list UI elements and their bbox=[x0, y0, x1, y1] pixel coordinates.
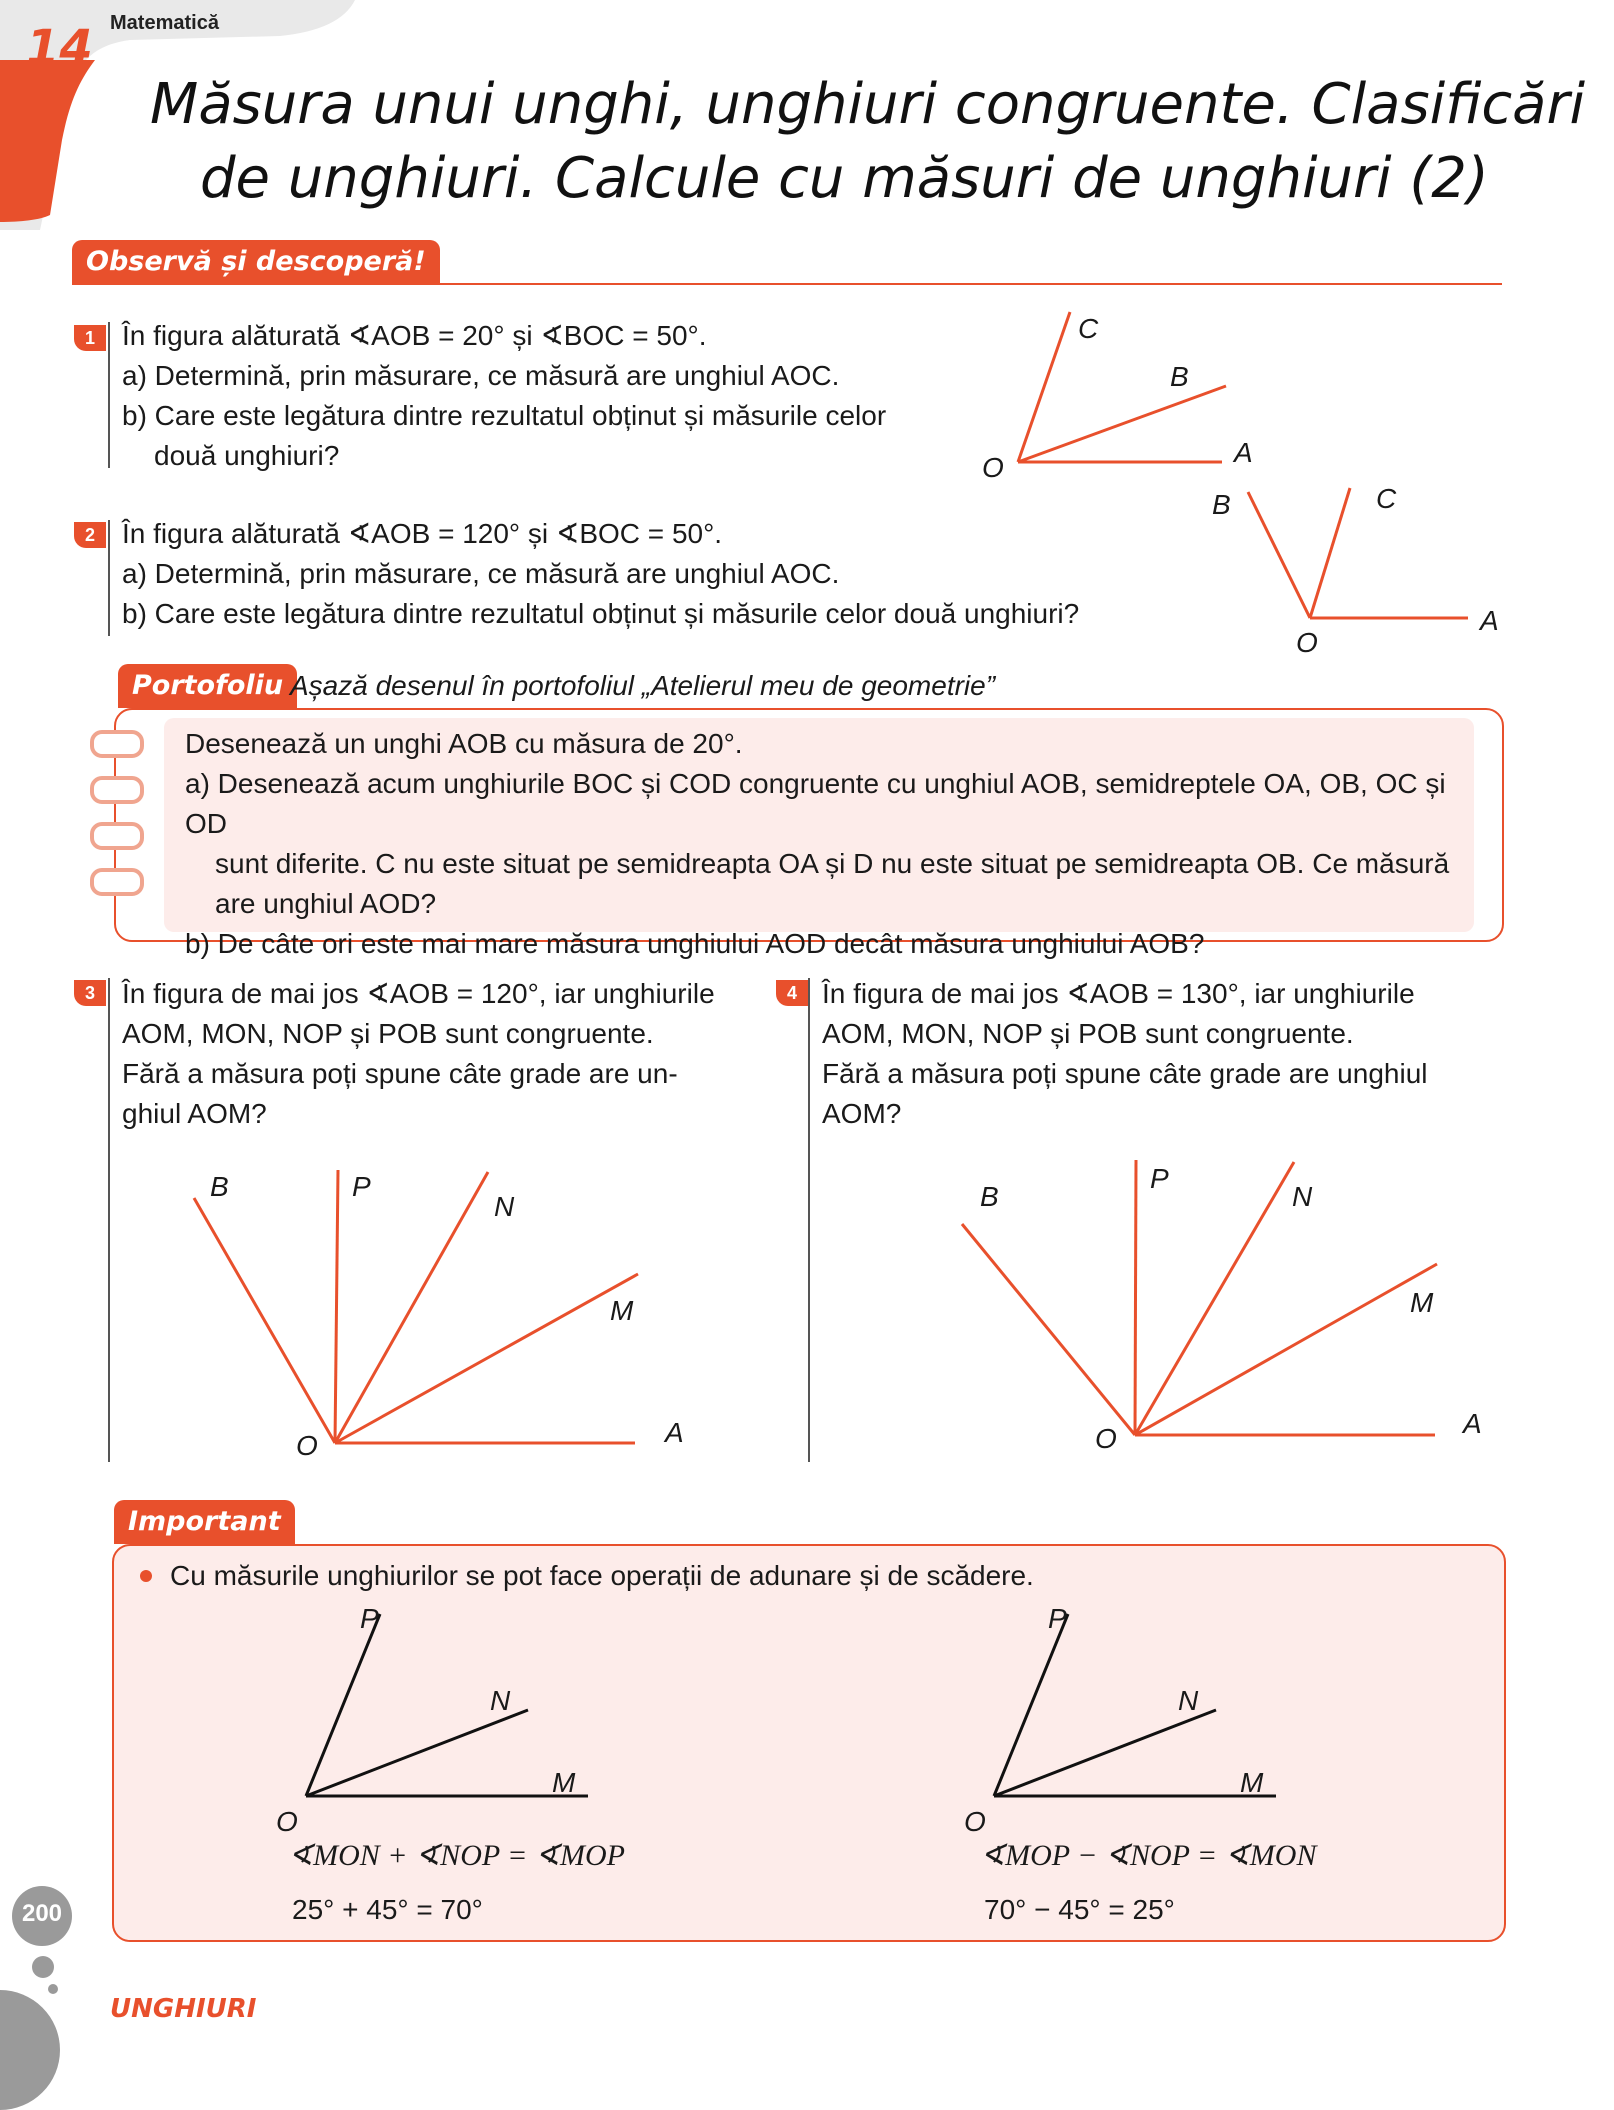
imp-right-formula: ∢MOP − ∢NOP = ∢MON bbox=[980, 1839, 1317, 1872]
exercise-1-text bbox=[122, 316, 972, 476]
ex3-line2: AOM, MON, NOP și POB sunt congruente. bbox=[122, 1018, 654, 1049]
exercise-3-text bbox=[122, 974, 722, 1134]
ex1-label-o: O bbox=[982, 452, 1004, 483]
page-title-line1: Măsura unui unghi, unghiuri congruente. Clasificări bbox=[150, 72, 1586, 137]
binder-ring-icon bbox=[90, 868, 144, 896]
ex2-statement: În figura alăturată ∢AOB = 120° și ∢BOC = 50°. bbox=[122, 518, 723, 549]
imp-left-formula: ∢MON + ∢NOP = ∢MOP bbox=[288, 1839, 626, 1872]
ex2-label-o: O bbox=[1296, 627, 1318, 658]
important-left-figure bbox=[270, 1600, 610, 1820]
exercise-3-bar bbox=[108, 978, 110, 1462]
ex4-line4: AOM? bbox=[822, 1098, 902, 1129]
exercise-2-bar bbox=[108, 520, 110, 636]
ex4-label-p: P bbox=[1150, 1163, 1169, 1194]
important-bullet-text: Cu măsurile unghiurilor se pot face operații de adunare și de scădere. bbox=[170, 1560, 1034, 1591]
page-title-line2: de unghiuri. Calcule cu măsuri de unghiuri (2) bbox=[200, 146, 1489, 211]
ex3-label-b: B bbox=[210, 1171, 229, 1202]
imp-left-label-n: N bbox=[490, 1685, 511, 1716]
bullet-dot bbox=[140, 1570, 152, 1582]
ex1-figure bbox=[970, 300, 1270, 490]
portfolio-text bbox=[185, 724, 1485, 964]
ex4-label-n: N bbox=[1292, 1181, 1313, 1212]
portfolio-line2: a) Desenează acum unghiurile BOC și COD congruente cu unghiul AOB, semidreptele OA, OB, OC și OD bbox=[185, 768, 1446, 839]
section-divider bbox=[72, 283, 1502, 285]
imp-right-o-label: O bbox=[964, 1806, 986, 1837]
ex2-label-c: C bbox=[1376, 483, 1397, 514]
exercise-2-text bbox=[122, 514, 1242, 634]
binder-ring-icon bbox=[90, 822, 144, 850]
exercise-1-bar bbox=[108, 322, 110, 468]
ex3-label-n: N bbox=[494, 1191, 515, 1222]
chapter-label: UNGHIURI bbox=[110, 1994, 257, 2024]
portfolio-line1: Desenează un unghi AOB cu măsura de 20°. bbox=[185, 728, 743, 759]
ex1-label-a: A bbox=[1234, 437, 1253, 468]
ex3-figure bbox=[180, 1150, 720, 1470]
ex4-line1: În figura de mai jos ∢AOB = 130°, iar unghiurile bbox=[822, 978, 1415, 1009]
exercise-1-badge: 1 bbox=[74, 325, 106, 351]
ex1-label-b: B bbox=[1170, 361, 1189, 392]
binder-rings bbox=[86, 730, 146, 900]
ex4-label-m: M bbox=[1410, 1287, 1434, 1318]
binder-ring-icon bbox=[90, 776, 144, 804]
ex4-line3: Fără a măsura poți spune câte grade are unghiul bbox=[822, 1058, 1428, 1089]
portfolio-line3: sunt diferite. C nu este situat pe semidreapta OA și D nu este situat pe semidreapta OB. Ce măsură bbox=[215, 848, 1450, 879]
ex4-label-b: B bbox=[980, 1181, 999, 1212]
important-right-figure bbox=[958, 1600, 1298, 1820]
lesson-number: 14 bbox=[26, 20, 93, 76]
ex1-part-b-line2: două unghiuri? bbox=[154, 440, 340, 471]
portfolio-tag: Portofoliu bbox=[118, 664, 297, 708]
binder-ring-icon bbox=[90, 730, 144, 758]
imp-left-label-p: P bbox=[360, 1603, 379, 1634]
ex1-statement: În figura alăturată ∢AOB = 20° și ∢BOC = 50°. bbox=[122, 320, 707, 351]
portfolio-line4: are unghiul AOD? bbox=[215, 888, 437, 919]
ex2-label-a: A bbox=[1480, 605, 1499, 636]
ex3-line1: În figura de mai jos ∢AOB = 120°, iar unghiurile bbox=[122, 978, 715, 1009]
subject-label: Matematică bbox=[110, 12, 219, 34]
ex3-line3: Fără a măsura poți spune câte grade are un- bbox=[122, 1058, 678, 1089]
imp-right-label-p: P bbox=[1048, 1603, 1067, 1634]
ex2-figure bbox=[1200, 480, 1520, 660]
footer-corner bbox=[0, 1990, 60, 2110]
imp-right-numeric: 70° − 45° = 25° bbox=[984, 1894, 1175, 1925]
ex4-label-o: O bbox=[1095, 1423, 1117, 1454]
ex4-line2: AOM, MON, NOP și POB sunt congruente. bbox=[822, 1018, 1354, 1049]
ex2-part-b: b) Care este legătura dintre rezultatul obținut și măsurile celor două unghiuri? bbox=[122, 598, 1080, 629]
exercise-2-badge: 2 bbox=[74, 522, 106, 548]
important-tag: Important bbox=[114, 1500, 295, 1544]
ex2-label-b: B bbox=[1212, 489, 1231, 520]
portfolio-line5: b) De câte ori este mai mare măsura unghiului AOD decât măsura unghiului AOB? bbox=[185, 928, 1205, 959]
page-number: 200 bbox=[21, 1900, 63, 1927]
ex4-figure bbox=[950, 1150, 1530, 1470]
ex1-part-a: a) Determină, prin măsurare, ce măsură are unghiul AOC. bbox=[122, 360, 840, 391]
imp-left-o-label: O bbox=[276, 1806, 298, 1837]
footer-dot bbox=[32, 1956, 54, 1978]
ex3-label-p: P bbox=[352, 1171, 371, 1202]
ex3-label-a: A bbox=[665, 1417, 684, 1448]
ex3-label-o: O bbox=[296, 1430, 318, 1461]
ex1-label-c: C bbox=[1078, 313, 1099, 344]
section-observe-tag: Observă și descoperă! bbox=[72, 240, 440, 284]
ex4-label-a: A bbox=[1463, 1408, 1482, 1439]
exercise-4-badge: 4 bbox=[776, 980, 808, 1006]
ex2-part-a: a) Determină, prin măsurare, ce măsură are unghiul AOC. bbox=[122, 558, 840, 589]
exercise-3-badge: 3 bbox=[74, 980, 106, 1006]
imp-right-label-m: M bbox=[1240, 1767, 1264, 1798]
exercise-4-bar bbox=[808, 978, 810, 1462]
exercise-4-text bbox=[822, 974, 1512, 1134]
footer-dot bbox=[48, 1984, 58, 1994]
imp-left-numeric: 25° + 45° = 70° bbox=[292, 1894, 483, 1925]
imp-right-label-n: N bbox=[1178, 1685, 1199, 1716]
portfolio-heading: Așază desenul în portofoliul „Atelierul meu de geometrie” bbox=[290, 670, 996, 701]
imp-left-label-m: M bbox=[552, 1767, 576, 1798]
ex1-part-b-line1: b) Care este legătura dintre rezultatul obținut și măsurile celor bbox=[122, 400, 887, 431]
ex3-label-m: M bbox=[610, 1295, 634, 1326]
ex3-line4: ghiul AOM? bbox=[122, 1098, 267, 1129]
